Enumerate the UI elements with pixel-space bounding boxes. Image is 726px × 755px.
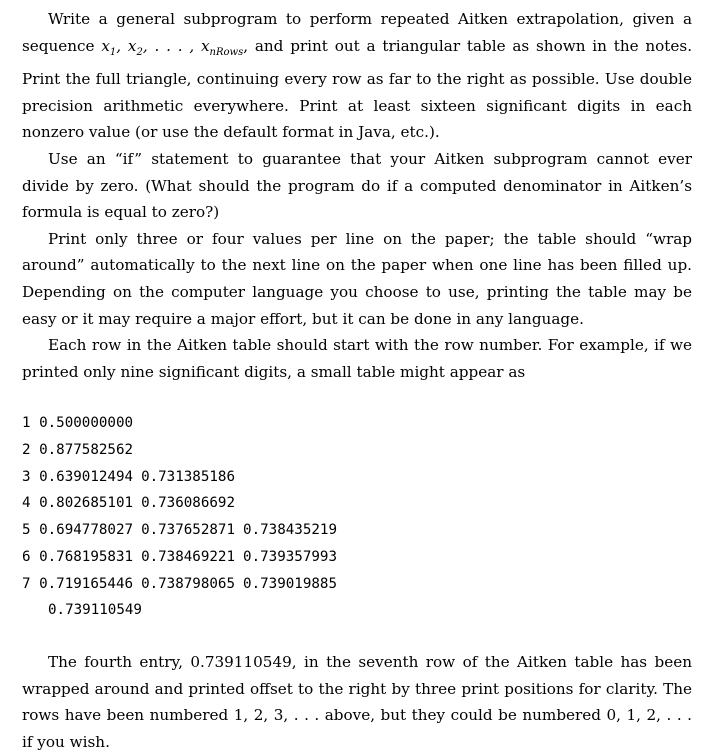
- p1-text-a: Write a general subprogram to perform repeated Aitken extrapolation, given a sequence: [22, 10, 692, 55]
- table-row: [22, 571, 692, 598]
- table-cell: 0.877582562: [39, 442, 134, 459]
- table-cell: 0.500000000: [39, 415, 134, 432]
- table-cell: 0.738435219: [243, 522, 337, 539]
- table-cell: 0.739357993: [243, 548, 337, 565]
- table-row: [22, 410, 692, 437]
- document-page: [22, 6, 692, 755]
- row-number: 5: [22, 522, 31, 539]
- table-cell: 0.736086692: [141, 495, 236, 512]
- table-cell: 0.802685101: [39, 495, 134, 512]
- table-row: [22, 544, 692, 571]
- row-number: 6: [22, 548, 31, 565]
- table-cell: 0.731385186: [141, 468, 236, 485]
- paragraph-fourth-entry: The fourth entry, 0.739110549, in the seventh row of the Aitken table has been wrapped around and printed offset to the right by three print positions for clarity. The rows have been numbered 1, 2, 3, . . . above, but they could be numbered 0, 1, 2, . . . if you wish.: [22, 652, 692, 751]
- table-cell: 0.719165446: [39, 575, 134, 592]
- table-cell: 0.694778027: [39, 522, 134, 539]
- row-number: 7: [22, 575, 31, 592]
- table-row: [22, 464, 692, 491]
- table-cell: 0.737652871: [141, 522, 236, 539]
- sequence-math: $x_1$, $x_2$, . . . , $x_{nRows}$: [101, 36, 244, 58]
- row-number: 2: [22, 442, 31, 459]
- table-row: [22, 517, 692, 544]
- aitken-table: [22, 410, 692, 624]
- row-number: 4: [22, 495, 31, 512]
- table-cell: 0.739110549: [48, 602, 142, 619]
- table-cell: 0.738469221: [141, 548, 236, 565]
- table-row: [22, 490, 692, 517]
- table-cell: 0.738798065: [141, 575, 236, 592]
- p1-text-b: , and print out a triangular table as shown in the notes. Print the full triangle, continuing every row as far to the right as possible. Use double precision arithmetic everywhere. Print at least sixteen significant digits in each nonzero value (or use the default format in Java, etc.).: [22, 36, 693, 142]
- paragraph-divide-by-zero: Use an “if” statement to guarantee that your Aitken subprogram cannot ever divide by zero. (What should the program do if a computed denominator in Aitken’s formula is equal to zero?): [22, 150, 692, 222]
- row-number: 3: [22, 468, 31, 485]
- paragraph-wrap-around: Print only three or four values per line on the paper; the table should “wrap around” automatically to the next line on the paper when one line has been filled up. Depending on the computer language you choose to use, printing the table may be easy or it may require a major effort, but it can be done in any language.: [22, 229, 692, 328]
- paragraph-row-number: Each row in the Aitken table should start with the row number. For example, if we printed only nine significant digits, a small table might appear as: [22, 336, 692, 381]
- table-row: [22, 437, 692, 464]
- table-cell: 0.739019885: [243, 575, 337, 592]
- row-number: 1: [22, 415, 31, 432]
- table-row-wrapped: [22, 597, 692, 624]
- paragraph-task-intro: [22, 6, 692, 146]
- table-cell: 0.639012494: [39, 468, 134, 485]
- table-cell: 0.768195831: [39, 548, 134, 565]
